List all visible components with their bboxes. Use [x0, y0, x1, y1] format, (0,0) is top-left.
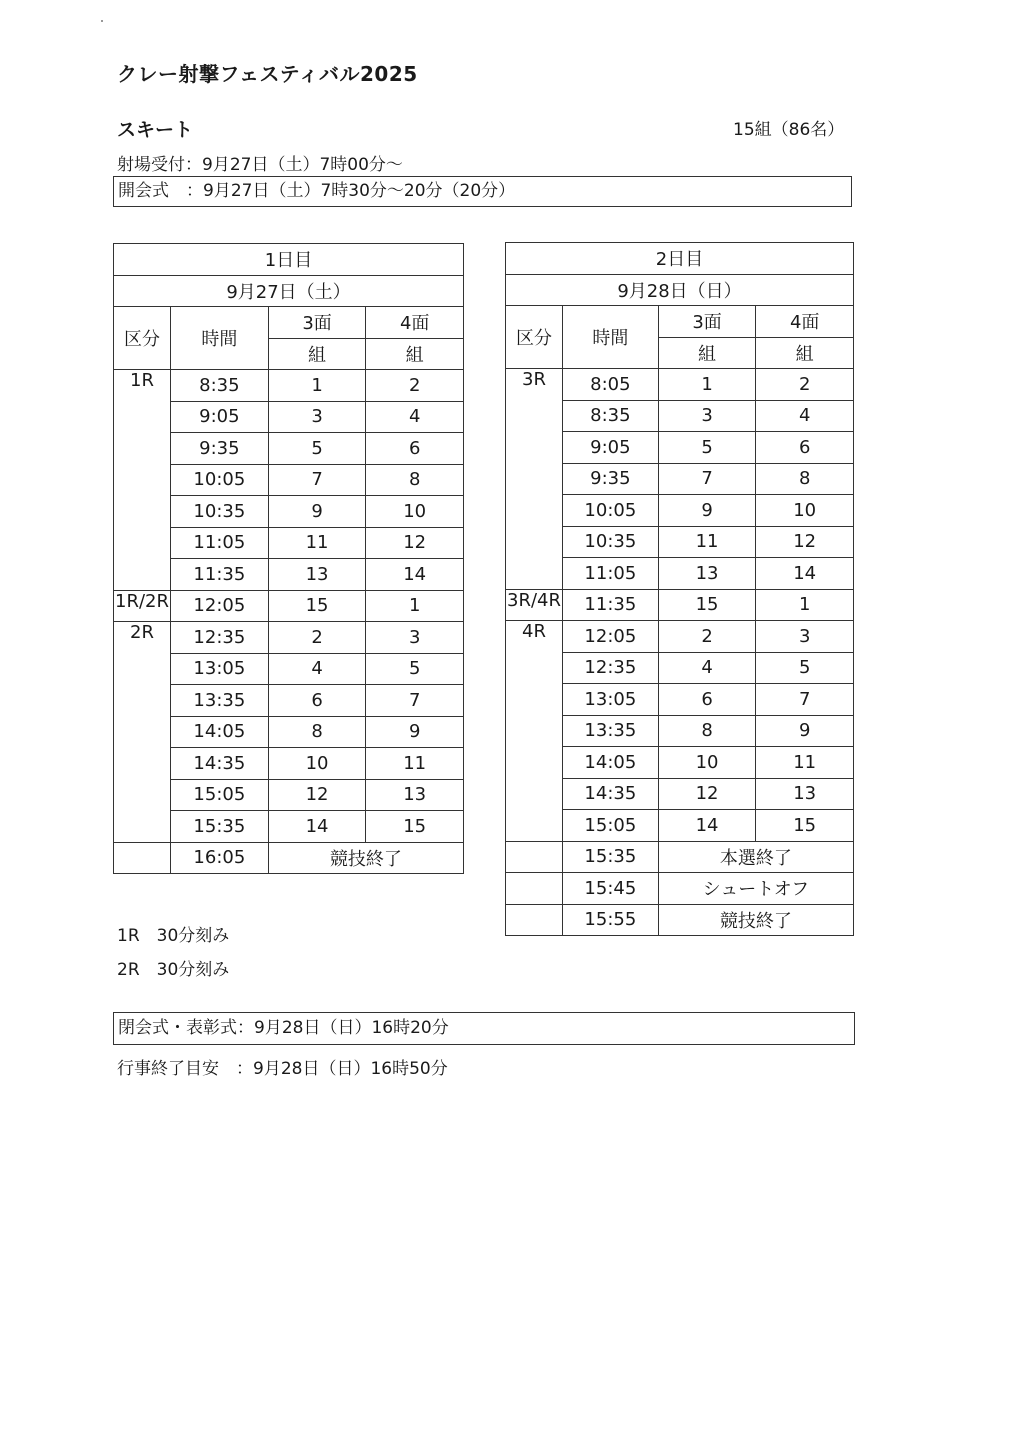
division-cell: 4R: [506, 621, 563, 653]
time-cell: 16:05: [170, 842, 268, 874]
division-cell: [114, 433, 171, 465]
schedule-row: [506, 400, 854, 432]
face4-group-cell: 1: [366, 590, 464, 622]
time-cell: 13:05: [562, 684, 658, 716]
day1-col-group3: 組: [268, 338, 366, 370]
face3-group-cell: 13: [268, 559, 366, 591]
face3-group-cell: 14: [658, 810, 756, 842]
day2-col-group3: 組: [658, 337, 756, 369]
closing-ceremony-box: 閉会式・表彰式：9月28日（日）16時20分: [113, 1012, 855, 1045]
division-cell: [506, 463, 563, 495]
time-cell: 10:05: [562, 495, 658, 527]
schedule-row: [506, 495, 854, 527]
day1-col-time: 時間: [170, 307, 268, 370]
time-cell: 10:35: [170, 496, 268, 528]
time-cell: 11:35: [170, 559, 268, 591]
face3-group-cell: 12: [268, 779, 366, 811]
day2-header: 2日目: [506, 243, 854, 275]
division-cell: 3R: [506, 369, 563, 401]
division-cell: [114, 559, 171, 591]
time-cell: 14:05: [562, 747, 658, 779]
division-cell: [114, 685, 171, 717]
face4-group-cell: 10: [366, 496, 464, 528]
division-cell: [506, 747, 563, 779]
division-cell: [114, 653, 171, 685]
face3-group-cell: 13: [658, 558, 756, 590]
schedule-row: [506, 747, 854, 779]
time-cell: 10:35: [562, 526, 658, 558]
group-count: 15組（86名）: [733, 120, 845, 140]
empty-division-cell: [506, 904, 563, 936]
division-cell: [506, 495, 563, 527]
face3-group-cell: 8: [658, 715, 756, 747]
division-cell: [506, 432, 563, 464]
day2-col-face3: 3面: [658, 306, 756, 338]
time-cell: 14:35: [562, 778, 658, 810]
day1-date: 9月27日（土）: [114, 275, 464, 307]
status-cell: 競技終了: [268, 842, 463, 874]
schedule-row: [114, 559, 464, 591]
event-name: スキート: [117, 119, 194, 141]
face4-group-cell: 11: [756, 747, 854, 779]
day1-header-row: [114, 244, 464, 276]
end-row: [506, 904, 854, 936]
schedule-row: [506, 621, 854, 653]
time-cell: 9:05: [170, 401, 268, 433]
time-cell: 14:35: [170, 748, 268, 780]
opening-ceremony-box: 開会式 ：9月27日（土）7時30分～20分（20分）: [113, 176, 852, 207]
time-cell: 10:05: [170, 464, 268, 496]
face3-group-cell: 15: [658, 589, 756, 621]
time-cell: 13:05: [170, 653, 268, 685]
division-cell: [114, 527, 171, 559]
face3-group-cell: 1: [658, 369, 756, 401]
schedule-row: [114, 370, 464, 402]
day1-colhead-row: [114, 307, 464, 339]
face4-group-cell: 6: [756, 432, 854, 464]
time-cell: 11:05: [562, 558, 658, 590]
face3-group-cell: 12: [658, 778, 756, 810]
time-cell: 8:35: [170, 370, 268, 402]
face4-group-cell: 2: [756, 369, 854, 401]
note-1r: 1R 30分刻み: [117, 926, 230, 946]
time-cell: 9:05: [562, 432, 658, 464]
face4-group-cell: 5: [366, 653, 464, 685]
schedule-row: [114, 653, 464, 685]
face3-group-cell: 2: [658, 621, 756, 653]
face4-group-cell: 15: [756, 810, 854, 842]
time-cell: 11:35: [562, 589, 658, 621]
face3-group-cell: 6: [658, 684, 756, 716]
schedule-row: [114, 433, 464, 465]
face3-group-cell: 9: [268, 496, 366, 528]
time-cell: 12:05: [170, 590, 268, 622]
face4-group-cell: 11: [366, 748, 464, 780]
division-cell: [114, 779, 171, 811]
face4-group-cell: 10: [756, 495, 854, 527]
schedule-row: [506, 684, 854, 716]
face4-group-cell: 9: [756, 715, 854, 747]
schedule-row: [114, 590, 464, 622]
schedule-row: [506, 558, 854, 590]
time-cell: 13:35: [170, 685, 268, 717]
time-cell: 12:35: [562, 652, 658, 684]
schedule-row: [506, 432, 854, 464]
day1-date-row: [114, 275, 464, 307]
time-cell: 9:35: [170, 433, 268, 465]
schedule-row: [114, 464, 464, 496]
face4-group-cell: 3: [756, 621, 854, 653]
division-cell: [114, 748, 171, 780]
day2-date: 9月28日（日）: [506, 274, 854, 306]
face3-group-cell: 1: [268, 370, 366, 402]
day2-col-time: 時間: [562, 306, 658, 369]
face4-group-cell: 8: [366, 464, 464, 496]
face3-group-cell: 3: [268, 401, 366, 433]
face3-group-cell: 9: [658, 495, 756, 527]
note-2r: 2R 30分刻み: [117, 960, 230, 980]
face3-group-cell: 8: [268, 716, 366, 748]
day1-col-face3: 3面: [268, 307, 366, 339]
empty-division-cell: [506, 873, 563, 905]
day1-col-group4: 組: [366, 338, 464, 370]
schedule-row: [506, 463, 854, 495]
time-cell: 14:05: [170, 716, 268, 748]
face4-group-cell: 7: [756, 684, 854, 716]
schedule-row: [506, 589, 854, 621]
division-cell: [506, 684, 563, 716]
face4-group-cell: 8: [756, 463, 854, 495]
reception-line: 射場受付：9月27日（土）7時00分～: [117, 155, 403, 175]
face3-group-cell: 15: [268, 590, 366, 622]
division-cell: [506, 526, 563, 558]
face4-group-cell: 14: [756, 558, 854, 590]
day2-col-division: 区分: [506, 306, 563, 369]
division-cell: [114, 496, 171, 528]
face4-group-cell: 13: [756, 778, 854, 810]
schedule-row: [114, 496, 464, 528]
schedule-row: [114, 401, 464, 433]
face4-group-cell: 2: [366, 370, 464, 402]
end-row: [506, 873, 854, 905]
schedule-row: [506, 778, 854, 810]
schedule-row: [114, 811, 464, 843]
status-cell: 競技終了: [658, 904, 853, 936]
face3-group-cell: 11: [268, 527, 366, 559]
schedule-row: [114, 748, 464, 780]
face3-group-cell: 4: [658, 652, 756, 684]
schedule-row: [114, 527, 464, 559]
end-row: [114, 842, 464, 874]
time-cell: 15:05: [170, 779, 268, 811]
face4-group-cell: 15: [366, 811, 464, 843]
day2-schedule-table: [505, 242, 854, 936]
face4-group-cell: 14: [366, 559, 464, 591]
empty-division-cell: [506, 841, 563, 873]
face3-group-cell: 5: [658, 432, 756, 464]
face3-group-cell: 7: [268, 464, 366, 496]
time-cell: 15:35: [170, 811, 268, 843]
face3-group-cell: 10: [268, 748, 366, 780]
schedule-row: [506, 810, 854, 842]
division-cell: [114, 811, 171, 843]
division-cell: 1R: [114, 370, 171, 402]
time-cell: 8:35: [562, 400, 658, 432]
division-cell: [506, 715, 563, 747]
division-cell: 3R/4R: [506, 589, 563, 621]
time-cell: 15:05: [562, 810, 658, 842]
time-cell: 15:45: [562, 873, 658, 905]
schedule-row: [506, 715, 854, 747]
schedule-row: [506, 369, 854, 401]
face3-group-cell: 6: [268, 685, 366, 717]
end-row: [506, 841, 854, 873]
face4-group-cell: 13: [366, 779, 464, 811]
day2-col-face4: 4面: [756, 306, 854, 338]
status-cell: シュートオフ: [658, 873, 853, 905]
face3-group-cell: 2: [268, 622, 366, 654]
schedule-row: [506, 652, 854, 684]
time-cell: 15:35: [562, 841, 658, 873]
face4-group-cell: 1: [756, 589, 854, 621]
face4-group-cell: 12: [756, 526, 854, 558]
division-cell: 1R/2R: [114, 590, 171, 622]
face4-group-cell: 6: [366, 433, 464, 465]
face4-group-cell: 4: [366, 401, 464, 433]
day2-colhead-row: [506, 306, 854, 338]
face3-group-cell: 11: [658, 526, 756, 558]
page-title: クレー射撃フェスティバル2025: [117, 62, 418, 86]
time-cell: 11:05: [170, 527, 268, 559]
face4-group-cell: 4: [756, 400, 854, 432]
face4-group-cell: 7: [366, 685, 464, 717]
day1-header: 1日目: [114, 244, 464, 276]
day1-col-face4: 4面: [366, 307, 464, 339]
time-cell: 12:05: [562, 621, 658, 653]
division-cell: [506, 810, 563, 842]
face3-group-cell: 10: [658, 747, 756, 779]
face4-group-cell: 9: [366, 716, 464, 748]
division-cell: [114, 464, 171, 496]
schedule-row: [114, 622, 464, 654]
division-cell: [506, 400, 563, 432]
time-cell: 15:55: [562, 904, 658, 936]
schedule-row: [114, 779, 464, 811]
face4-group-cell: 5: [756, 652, 854, 684]
scan-speck: [101, 20, 103, 22]
division-cell: [506, 652, 563, 684]
face4-group-cell: 3: [366, 622, 464, 654]
face3-group-cell: 14: [268, 811, 366, 843]
day2-date-row: [506, 274, 854, 306]
day1-col-division: 区分: [114, 307, 171, 370]
schedule-row: [114, 685, 464, 717]
division-cell: 2R: [114, 622, 171, 654]
face3-group-cell: 3: [658, 400, 756, 432]
time-cell: 8:05: [562, 369, 658, 401]
time-cell: 13:35: [562, 715, 658, 747]
face4-group-cell: 12: [366, 527, 464, 559]
status-cell: 本選終了: [658, 841, 853, 873]
day2-header-row: [506, 243, 854, 275]
schedule-row: [114, 716, 464, 748]
event-end-line: 行事終了目安 ：9月28日（日）16時50分: [117, 1059, 448, 1079]
schedule-row: [506, 526, 854, 558]
division-cell: [506, 778, 563, 810]
division-cell: [506, 558, 563, 590]
day1-schedule-table: [113, 243, 464, 874]
day2-col-group4: 組: [756, 337, 854, 369]
face3-group-cell: 7: [658, 463, 756, 495]
division-cell: [114, 716, 171, 748]
time-cell: 9:35: [562, 463, 658, 495]
empty-division-cell: [114, 842, 171, 874]
division-cell: [114, 401, 171, 433]
face3-group-cell: 4: [268, 653, 366, 685]
face3-group-cell: 5: [268, 433, 366, 465]
time-cell: 12:35: [170, 622, 268, 654]
